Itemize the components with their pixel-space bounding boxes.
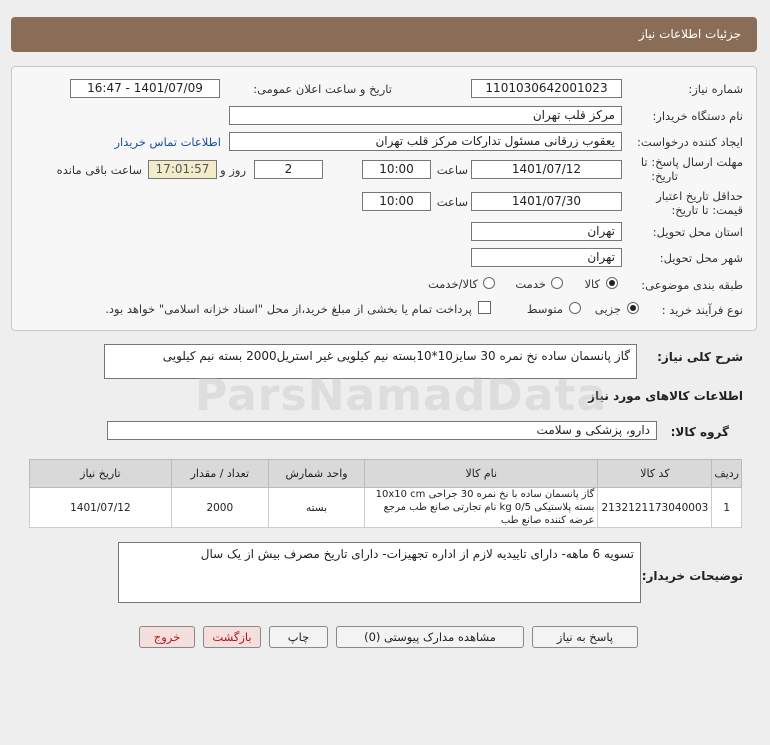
reply-time-field[interactable]: 10:00 [362,160,431,179]
goods-table [29,459,742,528]
process-option-minor: جزیی [594,302,621,316]
city-field[interactable]: تهران [471,248,622,267]
goods-section-title: اطلاعات کالاهای مورد نیاز [588,389,743,403]
reply-button[interactable]: پاسخ به نیاز [532,626,638,648]
city-label: شهر محل تحویل: [659,251,743,265]
col-code: کد کالا [598,460,712,488]
treasury-payment-note: پرداخت تمام یا بخشی از مبلغ خرید،از محل "اسناد خزانه اسلامی" خواهد بود. [105,302,472,316]
print-button[interactable]: چاپ [269,626,328,648]
process-type-label: نوع فرآیند خرید : [661,303,743,317]
category-radio-goods[interactable] [606,277,618,289]
days-label: روز و [220,163,246,177]
page-title-bar [11,17,757,52]
validity-date-field[interactable]: 1401/07/30 [471,192,622,211]
category-option-goods: کالا [584,277,600,291]
back-button[interactable]: بازگشت [203,626,261,648]
buyer-org-field[interactable]: مرکز قلب تهران [229,106,622,125]
description-label: شرح کلی نیاز: [657,350,743,364]
col-date: تاریخ نیاز [30,460,172,488]
cell-qty: 2000 [171,488,268,528]
category-radio-goods-service[interactable] [483,277,495,289]
announce-datetime-label: تاریخ و ساعت اعلان عمومی: [253,82,392,96]
days-remaining-field[interactable]: 2 [254,160,323,179]
validity-label-2: قیمت: تا تاریخ: [671,203,743,217]
exit-button[interactable]: خروج [139,626,195,648]
category-radio-service[interactable] [551,277,563,289]
col-qty: تعداد / مقدار [171,460,268,488]
category-option-goods-service: کالا/خدمت [427,277,478,291]
province-field[interactable]: تهران [471,222,622,241]
remaining-time-label: ساعت باقی مانده [56,163,142,177]
announce-datetime-field[interactable]: 1401/07/09 - 16:47 [70,79,220,98]
cell-row: 1 [712,488,742,528]
reply-time-label: ساعت [436,163,468,177]
process-radio-minor[interactable] [627,302,639,314]
cell-name: گاز پانسمان ساده با نخ نمره 30 جراحی 10x10 cm بسته پلاستیکی 0/5 kg نام تجارتی صانع طب مرجع عرضه کننده صانع طب [365,488,598,528]
province-label: استان محل تحویل: [652,225,743,239]
creator-label: ایجاد کننده درخواست: [637,135,743,149]
treasury-payment-checkbox[interactable] [478,301,491,314]
reply-date-field[interactable]: 1401/07/12 [471,160,622,179]
process-option-medium: متوسط [526,302,563,316]
reply-deadline-label-2: تاریخ: [651,169,678,183]
goods-table-header [30,460,742,488]
need-number-label: شماره نیاز: [688,82,743,96]
process-radio-medium[interactable] [569,302,581,314]
buyer-notes-field[interactable]: تسویه 6 ماهه- دارای تاییدیه لازم از اداره تجهیزات- دارای تاریخ مصرف بیش از یک سال [118,542,641,603]
buyer-notes-label: توضیحات خریدار: [641,569,743,583]
description-field[interactable]: گاز پانسمان ساده نخ نمره 30 سایز10*10بسته نیم کیلویی غیر استریل2000 بسته نیم کیلویی [104,344,637,379]
col-name: نام کالا [365,460,598,488]
cell-date: 1401/07/12 [30,488,172,528]
view-attachments-button[interactable]: مشاهده مدارک پیوستی (0) [336,626,524,648]
reply-deadline-label: مهلت ارسال پاسخ: تا [640,155,743,169]
validity-label: حداقل تاریخ اعتبار [656,189,743,203]
col-row: ردیف [712,460,742,488]
creator-field[interactable]: یعقوب زرقانی مسئول تدارکات مرکز قلب تهران [229,132,622,151]
category-option-service: خدمت [515,277,546,291]
watermark-logo: ParsNamadData [195,370,608,421]
cell-code: 2132121173040003 [598,488,712,528]
goods-group-label: گروه کالا: [670,425,729,439]
validity-time-field[interactable]: 10:00 [362,192,431,211]
cell-unit: بسته [268,488,364,528]
col-unit: واحد شمارش [268,460,364,488]
page-title: جزئیات اطلاعات نیاز [638,27,741,41]
goods-group-field[interactable]: دارو، پزشکی و سلامت [107,421,657,440]
validity-time-label: ساعت [436,195,468,209]
buyer-contact-link[interactable]: اطلاعات تماس خریدار [114,135,221,149]
table-row[interactable] [30,488,742,528]
need-number-field[interactable]: 1101030642001023 [471,79,622,98]
category-label: طبقه بندی موضوعی: [641,278,743,292]
remaining-time-field: 17:01:57 [148,160,217,179]
buyer-org-label: نام دستگاه خریدار: [652,109,743,123]
